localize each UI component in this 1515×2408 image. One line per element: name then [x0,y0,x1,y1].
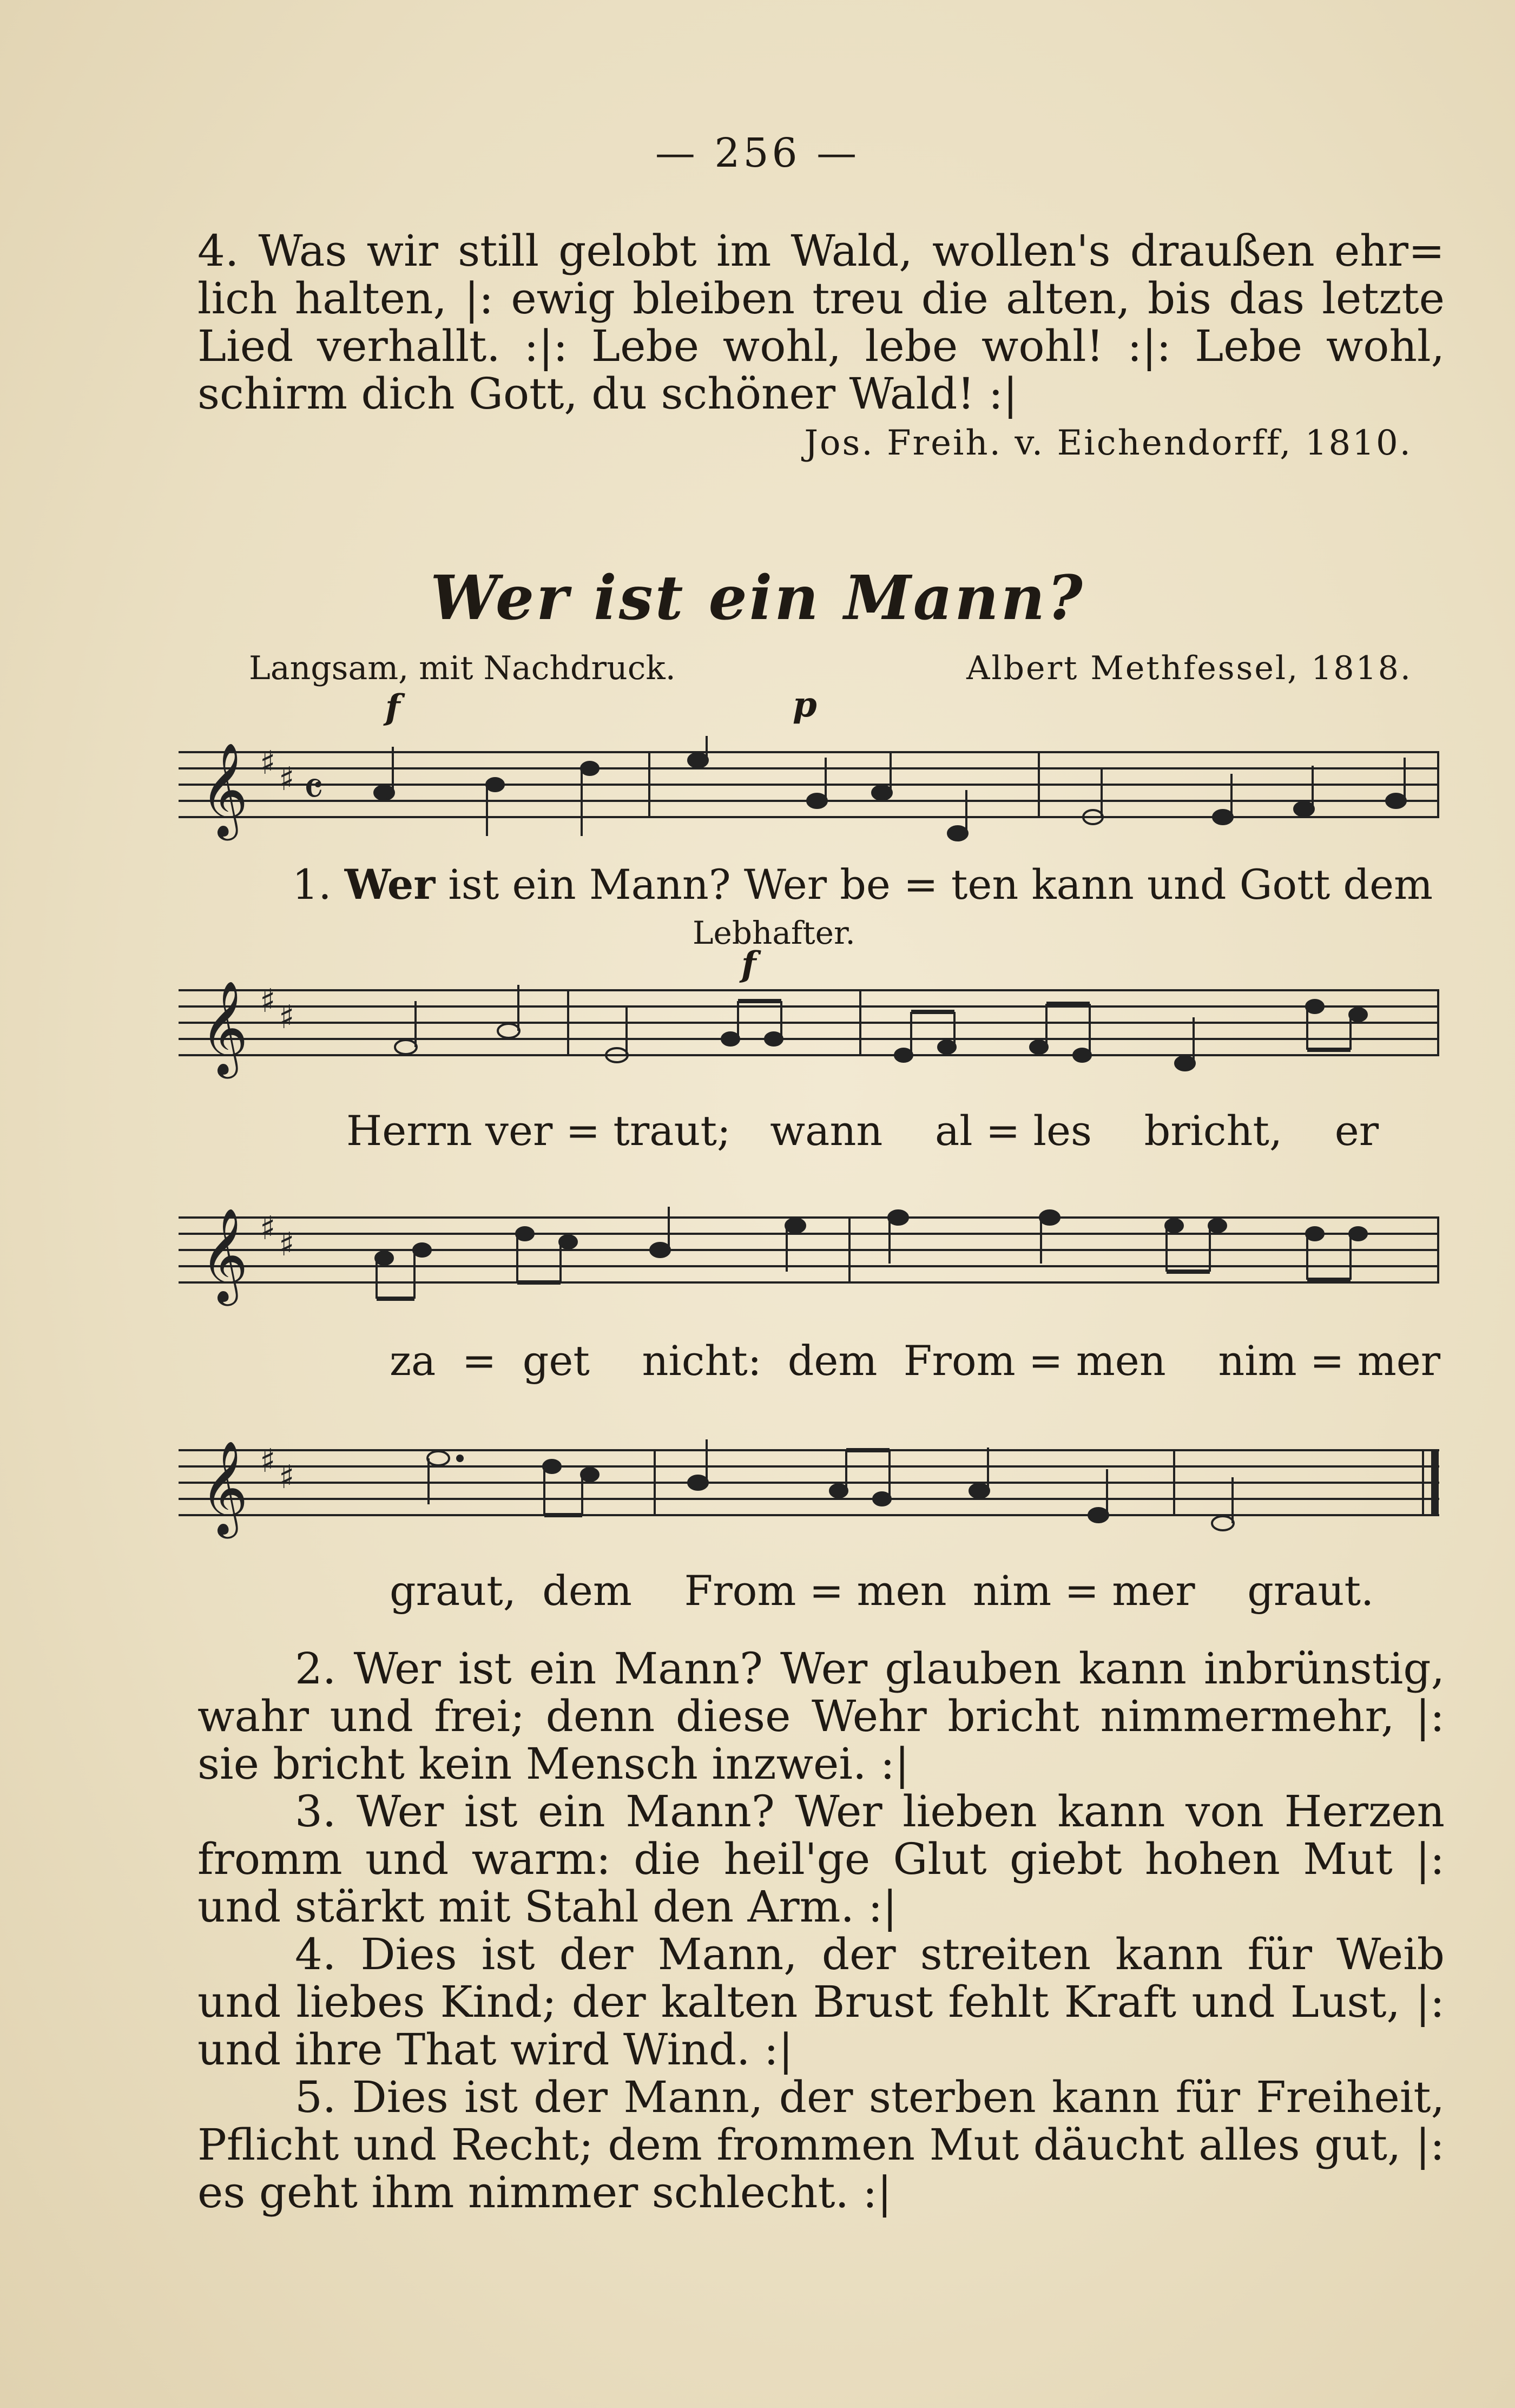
verse-5: 5. Dies ist der Mann, der sterben kann für Freiheit, Pflicht und Recht; dem frommen Mut däucht alles gut, |: es geht ihm nimmer schlecht. :| [197,2072,1445,2218]
dynamic-marking: p [793,685,817,725]
lyric-line-2: Herrn ver = traut; wann al = les bricht, er [346,1107,1379,1155]
lyric-line-4: graut, dem From = men nim = mer graut. [390,1567,1374,1615]
svg-text:♯: ♯ [260,1442,276,1480]
dynamic-marking: f [385,687,400,728]
svg-text:𝄞: 𝄞 [200,981,248,1075]
song-verses [197,1645,1445,2216]
music-staff-4 [179,1434,1455,1542]
verse-4: 4. Dies ist der Mann, der streiten kann für Weib und liebes Kind; der kalten Brust fehlt Kraft und Lust, |: und ihre That wird Wind. :| [197,1929,1445,2075]
music-staff-2 [179,974,1455,1082]
svg-text:♯: ♯ [279,998,295,1036]
verse-2: 2. Wer ist ein Mann? Wer glauben kann inbrünstig, wahr und frei; denn diese Wehr bricht nimmermehr, |: sie bricht kein Mensch inzwei. :| [197,1643,1445,1789]
lyric-line-3: za = get nicht: dem From = men nim = mer [390,1337,1441,1385]
previous-song-verse-4: 4. Was wir still gelobt im Wald, wollen's draußen ehr= lich halten, |: ewig bleiben treu die alten, bis das letzte Lied verhallt. :|: Lebe wohl, lebe wohl! :|: Lebe wohl, schirm dich Gott, du schöner Wald! :| [197,226,1445,419]
verse-attribution: Jos. Freih. v. Eichendorff, 1810. [804,423,1412,463]
svg-text:♯: ♯ [260,1209,276,1247]
svg-text:♯: ♯ [279,760,295,798]
song-title: Wer ist ein Mann? [430,563,1085,634]
svg-text:𝄞: 𝄞 [200,742,248,837]
svg-text:𝄴: 𝄴 [303,762,324,817]
composer-credit: Albert Methfessel, 1818. [966,649,1412,687]
lyric-line-1: 1. Wer ist ein Mann? Wer be = ten kann und Gott dem [292,860,1433,909]
music-staff-3 [179,1201,1455,1310]
dynamic-marking: f [741,944,756,985]
tempo-marking: Langsam, mit Nachdruck. [249,649,676,687]
verse-3: 3. Wer ist ein Mann? Wer lieben kann von Herzen fromm und warm: die heil'ge Glut giebt hohen Mut |: und stärkt mit Stahl den Arm. :| [197,1786,1445,1932]
page-number: — 256 — [655,130,860,176]
svg-text:♯: ♯ [279,1458,295,1496]
svg-text:♯: ♯ [279,1226,295,1264]
music-staff-1 [179,736,1455,844]
svg-text:♯: ♯ [260,744,276,782]
tempo-change-marking: Lebhafter. [693,914,855,951]
svg-text:♯: ♯ [260,982,276,1020]
svg-text:𝄞: 𝄞 [200,1208,248,1302]
svg-text:𝄞: 𝄞 [200,1440,248,1535]
